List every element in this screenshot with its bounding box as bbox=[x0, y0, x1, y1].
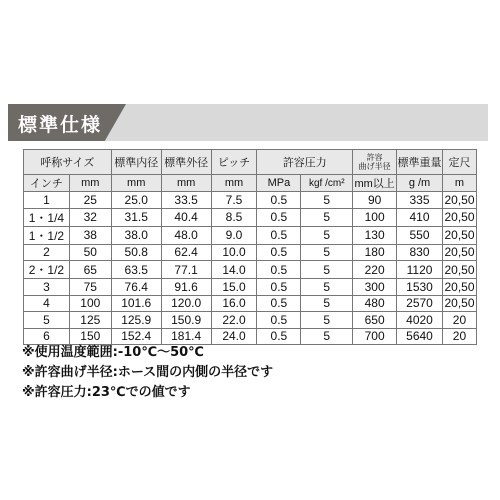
unit-g-per-m: g /m bbox=[397, 175, 443, 192]
notes bbox=[22, 343, 273, 403]
table-cell: 24.0 bbox=[211, 328, 257, 345]
table-cell: 62.4 bbox=[161, 244, 211, 261]
table-cell: 20,50 bbox=[444, 296, 475, 311]
table-cell: 5 bbox=[301, 312, 353, 329]
table-cell: 7.5 bbox=[211, 192, 257, 209]
table-unit-row bbox=[24, 175, 477, 192]
unit-mm-min: mm以上 bbox=[353, 175, 397, 192]
table-cell: 125.9 bbox=[111, 312, 161, 329]
table-cell: 25.0 bbox=[111, 192, 161, 209]
table-cell: 20,50 bbox=[444, 262, 475, 277]
table-cell: 181.4 bbox=[161, 328, 211, 345]
table-cell: 700 bbox=[353, 328, 397, 345]
table-cell: 550 bbox=[397, 226, 443, 244]
header-inner-diameter: 標準内径 bbox=[111, 150, 161, 175]
unit-mm-size: mm bbox=[69, 175, 111, 192]
table-cell: 63.5 bbox=[111, 261, 161, 279]
unit-kgf: kgf /cm² bbox=[301, 175, 353, 192]
table-cell: 5 bbox=[301, 208, 353, 226]
table-cell: 0.5 bbox=[257, 261, 301, 279]
table-cell: 410 bbox=[397, 208, 443, 226]
table-cell: 32 bbox=[69, 208, 111, 226]
table-cell: 38.0 bbox=[111, 226, 161, 244]
header-outer-diameter: 標準外径 bbox=[161, 150, 211, 175]
table-cell: 38 bbox=[69, 226, 111, 244]
header-nominal-size: 呼称サイズ bbox=[24, 150, 112, 175]
table-cell: 20,50 bbox=[444, 228, 475, 242]
table-cell: 5 bbox=[301, 295, 353, 312]
table-cell: 25 bbox=[69, 192, 111, 209]
table-row bbox=[24, 279, 477, 296]
table-cell: 5 bbox=[24, 312, 70, 329]
table-cell: 0.5 bbox=[257, 244, 301, 261]
unit-mm-outer: mm bbox=[161, 175, 211, 192]
table-row bbox=[24, 261, 477, 279]
table-cell: 0.5 bbox=[257, 312, 301, 329]
note-temperature-range: ※使用温度範囲:-10℃～50℃ bbox=[22, 345, 204, 360]
table-cell: 31.5 bbox=[111, 208, 161, 226]
note-pressure: ※許容圧力:23℃での値です bbox=[22, 385, 191, 400]
table-cell: 1 bbox=[24, 192, 70, 209]
table-body bbox=[24, 192, 477, 345]
table-cell: 5 bbox=[301, 279, 353, 296]
table-cell: 0.5 bbox=[257, 208, 301, 226]
note-bend-radius: ※許容曲げ半径:ホース間の内側の半径です bbox=[22, 365, 274, 380]
table-cell: 830 bbox=[397, 244, 443, 261]
table-cell: 0.5 bbox=[257, 226, 301, 244]
table-cell: 20,50 bbox=[444, 210, 475, 224]
table-cell: 2570 bbox=[397, 295, 443, 312]
unit-m: m bbox=[442, 175, 476, 192]
table-cell: 100 bbox=[69, 295, 111, 312]
table-cell: 50 bbox=[69, 244, 111, 261]
unit-mpa: MPa bbox=[257, 175, 301, 192]
table-cell: 120.0 bbox=[161, 295, 211, 312]
table-cell: 76.4 bbox=[111, 279, 161, 296]
table-cell: 2・1/2 bbox=[24, 261, 70, 279]
unit-inch: インチ bbox=[24, 175, 70, 192]
table-cell: 48.0 bbox=[161, 226, 211, 244]
table-cell: 0.5 bbox=[257, 279, 301, 296]
table-row bbox=[24, 226, 477, 244]
unit-mm-pitch: mm bbox=[211, 175, 257, 192]
table-cell: 5640 bbox=[397, 328, 443, 345]
table-cell: 20 bbox=[442, 328, 476, 345]
table-cell: 40.4 bbox=[161, 208, 211, 226]
table-cell: 150 bbox=[69, 328, 111, 345]
table-cell: 9.0 bbox=[211, 226, 257, 244]
table-cell: 20,50 bbox=[444, 192, 475, 207]
table-cell: 14.0 bbox=[211, 261, 257, 279]
table-cell: 1・1/2 bbox=[24, 226, 70, 244]
table-cell: 300 bbox=[353, 279, 397, 296]
table-cell: 5 bbox=[301, 192, 353, 209]
table-cell: 150.9 bbox=[161, 312, 211, 329]
unit-mm-inner: mm bbox=[111, 175, 161, 192]
header-pitch: ピッチ bbox=[211, 150, 257, 175]
table-cell: 75 bbox=[69, 279, 111, 296]
table-cell: 8.5 bbox=[211, 208, 257, 226]
table-cell: 650 bbox=[353, 312, 397, 329]
header-weight: 標準重量 bbox=[397, 150, 443, 175]
table-cell: 2 bbox=[24, 244, 70, 261]
table-cell: 3 bbox=[24, 279, 70, 296]
table-cell: 0.5 bbox=[257, 328, 301, 345]
header-bend-radius: 許容 曲げ半径 bbox=[353, 150, 397, 175]
table-cell: 90 bbox=[353, 192, 397, 209]
table-cell: 480 bbox=[353, 295, 397, 312]
table-cell: 20 bbox=[442, 312, 476, 329]
table-row bbox=[24, 312, 477, 329]
table-cell: 130 bbox=[353, 226, 397, 244]
table-cell: 10.0 bbox=[211, 244, 257, 261]
table-cell: 335 bbox=[397, 192, 443, 209]
table-row bbox=[24, 208, 477, 226]
table-cell: 101.6 bbox=[111, 295, 161, 312]
table-cell: 1・1/4 bbox=[24, 208, 70, 226]
table-cell: 50.8 bbox=[111, 244, 161, 261]
table-row bbox=[24, 295, 477, 312]
table-cell: 0.5 bbox=[257, 192, 301, 209]
table-cell: 33.5 bbox=[161, 192, 211, 209]
table-cell: 1530 bbox=[397, 279, 443, 296]
table-row bbox=[24, 192, 477, 209]
table-cell: 220 bbox=[353, 261, 397, 279]
table-cell: 20,50 bbox=[444, 279, 475, 294]
table-cell: 1120 bbox=[397, 261, 443, 279]
table-cell: 152.4 bbox=[111, 328, 161, 345]
table-cell: 6 bbox=[24, 328, 70, 345]
table-cell: 125 bbox=[69, 312, 111, 329]
table-cell: 4 bbox=[24, 295, 70, 312]
table-row bbox=[24, 244, 477, 261]
table-cell: 65 bbox=[69, 261, 111, 279]
table-cell: 5 bbox=[301, 328, 353, 345]
table-cell: 16.0 bbox=[211, 295, 257, 312]
table-cell: 91.6 bbox=[161, 279, 211, 296]
table-cell: 22.0 bbox=[211, 312, 257, 329]
header-length: 定尺 bbox=[442, 150, 476, 175]
table-cell: 5 bbox=[301, 226, 353, 244]
section-title: 標準仕様 bbox=[18, 114, 103, 136]
table-cell: 5 bbox=[301, 261, 353, 279]
table-cell: 4020 bbox=[397, 312, 443, 329]
table-cell: 180 bbox=[353, 244, 397, 261]
table-cell: 77.1 bbox=[161, 261, 211, 279]
table-cell: 100 bbox=[353, 208, 397, 226]
spec-table bbox=[23, 149, 477, 345]
table-cell: 20,50 bbox=[444, 245, 475, 260]
header-allowable-pressure: 許容圧力 bbox=[257, 150, 353, 175]
table-cell: 5 bbox=[301, 244, 353, 261]
table-cell: 15.0 bbox=[211, 279, 257, 296]
table-cell: 0.5 bbox=[257, 295, 301, 312]
table-header-row bbox=[24, 150, 477, 175]
